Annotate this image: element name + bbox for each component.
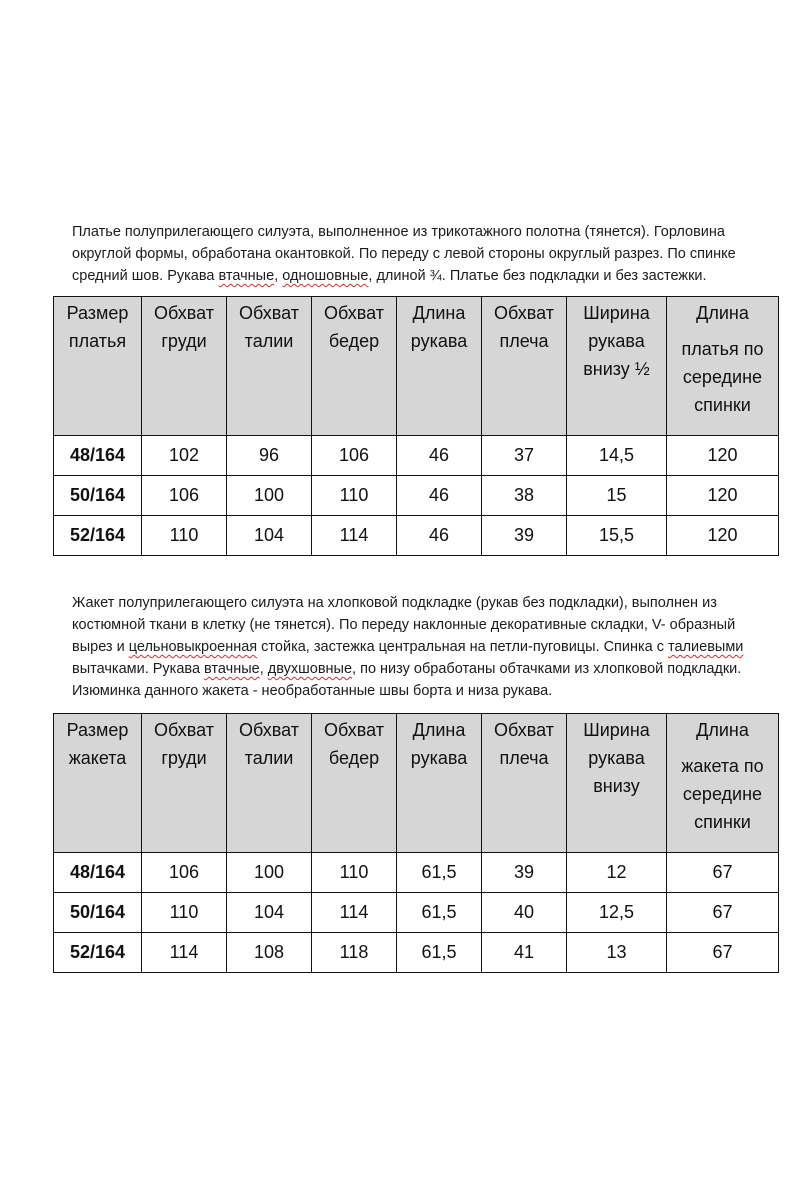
table-cell: 12 [567, 853, 667, 893]
table-row [54, 436, 779, 476]
table-cell: 102 [142, 436, 227, 476]
spellcheck-word: двухшовные [267, 661, 353, 677]
size-cell: 50/164 [54, 893, 142, 933]
spellcheck-word: талиевыми [668, 639, 744, 655]
table-cell: 104 [227, 516, 312, 556]
dress-size-table [53, 296, 779, 556]
table-cell: 41 [482, 933, 567, 973]
jacket-description-line-4: вытачками. Рукава втачные, двухшовные, по низу обработаны обтачками из хлопковой подкладки. [72, 661, 742, 677]
header-sleeve-width: Ширина рукава внизу ½ [567, 297, 667, 436]
table-cell: 114 [312, 516, 397, 556]
jacket-description-line-3: вырез и цельновыкроенная стойка, застежка центральная на петли-пуговицы. Спинка с талиевыми [72, 639, 744, 655]
size-cell: 50/164 [54, 476, 142, 516]
header-length: Длина платья по середине спинки [667, 297, 779, 436]
header-hips: Обхват бедер [312, 297, 397, 436]
table-row [54, 853, 779, 893]
table-cell: 118 [312, 933, 397, 973]
table-cell: 46 [397, 436, 482, 476]
header-size: Размер платья [54, 297, 142, 436]
table-cell: 39 [482, 853, 567, 893]
table-cell: 108 [227, 933, 312, 973]
header-size: Размер жакета [54, 714, 142, 853]
jacket-header-row [54, 714, 779, 853]
table-cell: 114 [312, 893, 397, 933]
table-cell: 46 [397, 476, 482, 516]
header-sleeve-length: Длина рукава [397, 714, 482, 853]
table-row [54, 516, 779, 556]
header-sleeve-length: Длина рукава [397, 297, 482, 436]
table-cell: 40 [482, 893, 567, 933]
dress-header-row [54, 297, 779, 436]
table-cell: 37 [482, 436, 567, 476]
jacket-description-line-2: костюмной ткани в клетку (не тянется). По переду наклонные декоративные складки, V- образный [72, 617, 736, 633]
header-length: Длина жакета по середине спинки [667, 714, 779, 853]
table-cell: 110 [312, 853, 397, 893]
table-cell: 106 [142, 476, 227, 516]
header-waist: Обхват талии [227, 714, 312, 853]
spellcheck-word: одношовные [282, 268, 369, 284]
header-sleeve-width: Ширина рукава внизу [567, 714, 667, 853]
jacket-description-line-5: Изюминка данного жакета - необработанные швы борта и низа рукава. [72, 683, 553, 699]
size-cell: 52/164 [54, 933, 142, 973]
table-cell: 100 [227, 853, 312, 893]
table-cell: 120 [667, 516, 779, 556]
jacket-description [72, 592, 762, 702]
table-cell: 106 [312, 436, 397, 476]
table-cell: 96 [227, 436, 312, 476]
table-cell: 61,5 [397, 853, 482, 893]
table-cell: 15 [567, 476, 667, 516]
table-cell: 110 [142, 516, 227, 556]
table-cell: 104 [227, 893, 312, 933]
size-cell: 52/164 [54, 516, 142, 556]
dress-description-line-3: средний шов. Рукава втачные, одношовные, длиной ¾. Платье без подкладки и без застежки. [72, 268, 707, 284]
table-cell: 100 [227, 476, 312, 516]
spellcheck-word: втачные [204, 661, 260, 677]
table-cell: 67 [667, 933, 779, 973]
table-cell: 67 [667, 853, 779, 893]
dress-description-line-2: округлой формы, обработана окантовкой. По переду с левой стороны округлый разрез. По спинке [72, 246, 736, 262]
table-cell: 13 [567, 933, 667, 973]
table-cell: 46 [397, 516, 482, 556]
table-cell: 114 [142, 933, 227, 973]
table-cell: 67 [667, 893, 779, 933]
jacket-size-table [53, 713, 779, 973]
table-cell: 110 [312, 476, 397, 516]
table-cell: 110 [142, 893, 227, 933]
size-cell: 48/164 [54, 853, 142, 893]
header-waist: Обхват талии [227, 297, 312, 436]
header-chest: Обхват груди [142, 714, 227, 853]
table-cell: 39 [482, 516, 567, 556]
table-cell: 15,5 [567, 516, 667, 556]
jacket-description-line-1: Жакет полуприлегающего силуэта на хлопковой подкладке (рукав без подкладки), выполнен из [72, 595, 717, 611]
table-cell: 14,5 [567, 436, 667, 476]
spellcheck-word: втачные [218, 268, 275, 284]
size-cell: 48/164 [54, 436, 142, 476]
table-row [54, 893, 779, 933]
table-cell: 61,5 [397, 933, 482, 973]
spellcheck-word: цельновыкроенная [128, 639, 258, 655]
header-hips: Обхват бедер [312, 714, 397, 853]
table-cell: 120 [667, 476, 779, 516]
table-row [54, 476, 779, 516]
header-shoulder: Обхват плеча [482, 714, 567, 853]
header-shoulder: Обхват плеча [482, 297, 567, 436]
table-row [54, 933, 779, 973]
dress-description-line-1: Платье полуприлегающего силуэта, выполненное из трикотажного полотна (тянется). Горловина [72, 224, 725, 240]
table-cell: 12,5 [567, 893, 667, 933]
header-chest: Обхват груди [142, 297, 227, 436]
clipped-text-remnant [72, 978, 762, 984]
dress-description [72, 221, 762, 287]
table-cell: 38 [482, 476, 567, 516]
table-cell: 106 [142, 853, 227, 893]
table-cell: 120 [667, 436, 779, 476]
table-cell: 61,5 [397, 893, 482, 933]
